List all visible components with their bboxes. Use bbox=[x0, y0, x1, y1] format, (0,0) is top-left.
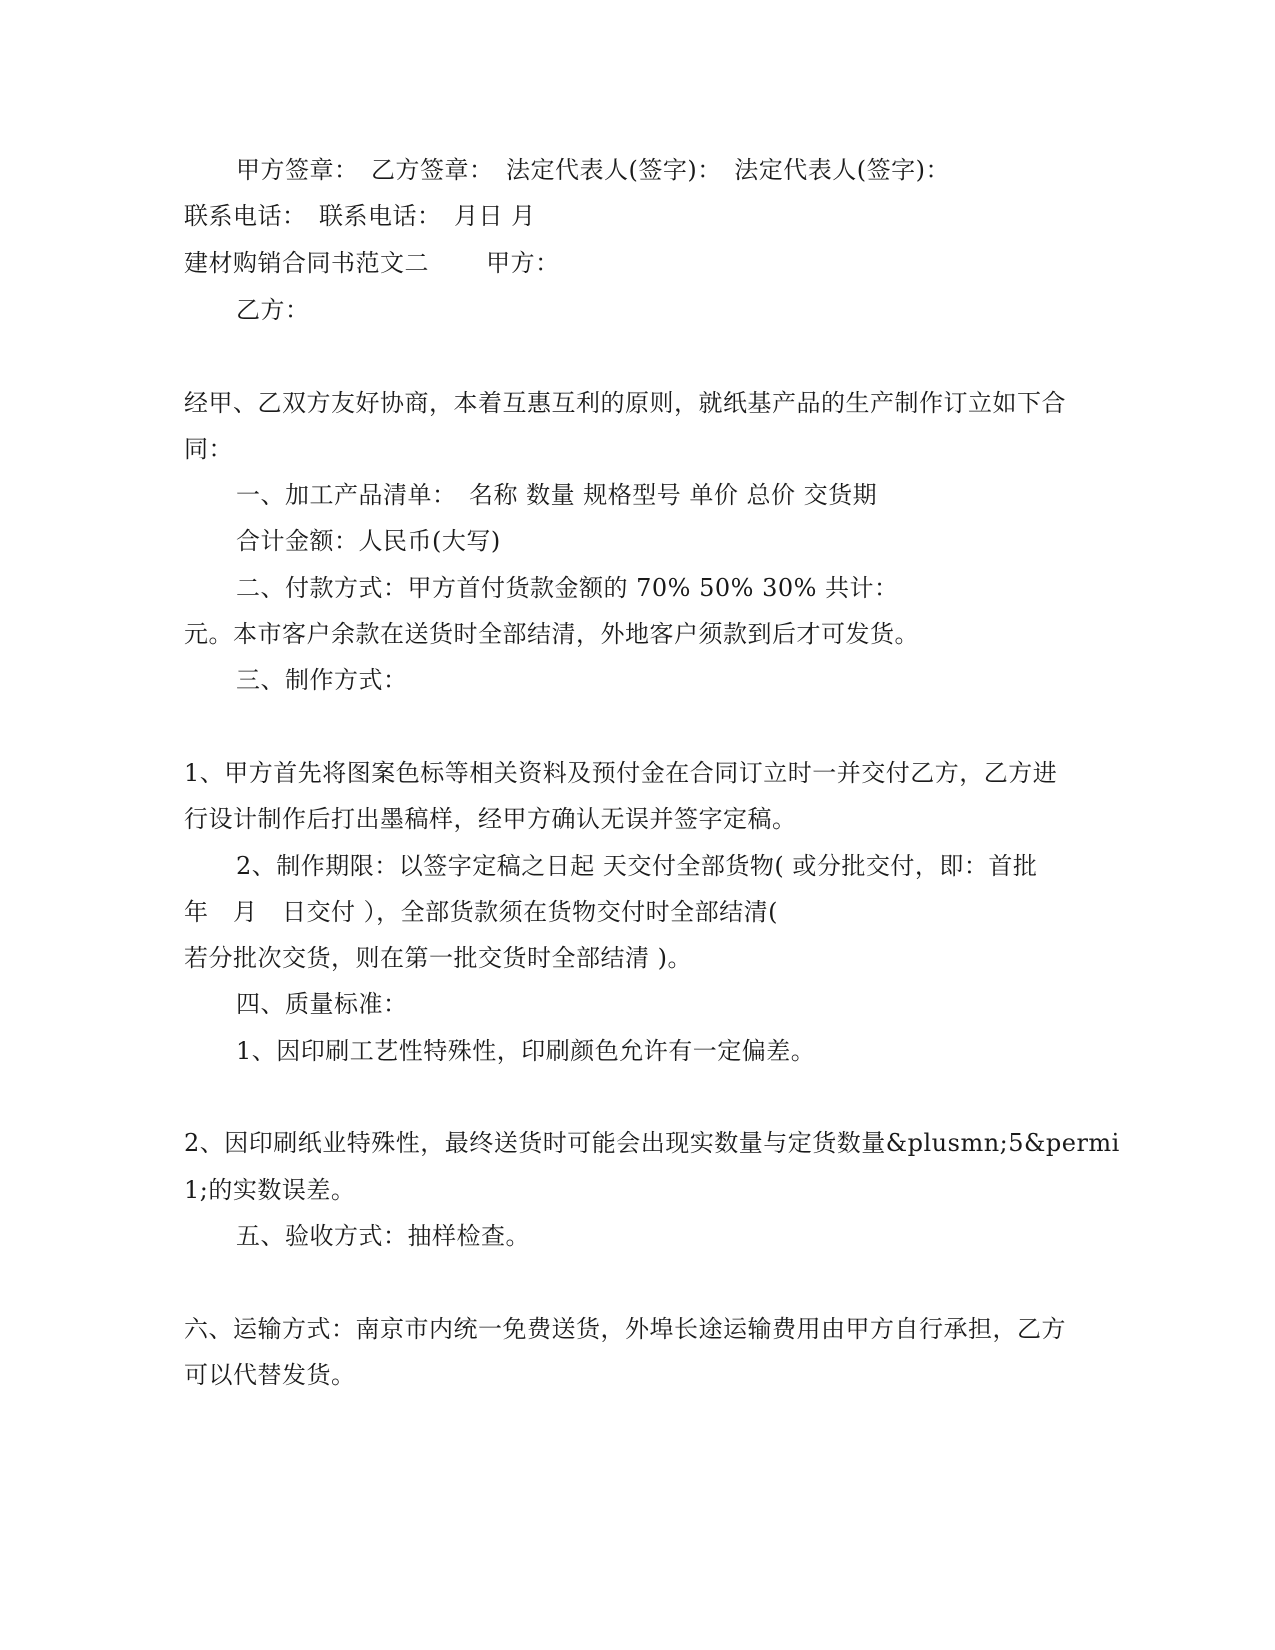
acceptance-method-line: 五、验收方式：抽样检查。 bbox=[236, 1222, 530, 1250]
payment-method-line-2: 元。本市客户余款在送货时全部结清，外地客户须款到后才可发货。 bbox=[184, 620, 919, 648]
intro-paragraph-line-2: 同： bbox=[184, 435, 233, 463]
contact-phone-line: 联系电话： 联系电话： 月日 月 bbox=[184, 202, 536, 230]
contract-title-line: 建材购销合同书范文二 甲方： bbox=[184, 249, 560, 277]
quality-item-1: 1、因印刷工艺性特殊性，印刷颜色允许有一定偏差。 bbox=[236, 1037, 816, 1065]
party-b-line: 乙方： bbox=[236, 296, 310, 324]
production-item-1-line-2: 行设计制作后打出墨稿样，经甲方确认无误并签字定稿。 bbox=[184, 805, 797, 833]
product-list-line: 一、加工产品清单： 名称 数量 规格型号 单价 总价 交货期 bbox=[236, 481, 878, 509]
transport-method-line-1: 六、运输方式：南京市内统一免费送货，外埠长途运输费用由甲方自行承担，乙方 bbox=[184, 1315, 1066, 1343]
production-item-2-line-3: 若分批次交货，则在第一批交货时全部结清 )。 bbox=[184, 944, 692, 972]
production-item-1-line-1: 1、甲方首先将图案色标等相关资料及预付金在合同订立时一并交付乙方，乙方进 bbox=[184, 759, 1058, 787]
production-item-2-line-1: 2、制作期限：以签字定稿之日起 天交付全部货物( 或分批交付，即：首批 bbox=[236, 852, 1038, 880]
quality-item-2-line-1: 2、因印刷纸业特殊性，最终送货时可能会出现实数量与定货数量&plusmn;5&permi bbox=[184, 1129, 1120, 1157]
payment-method-line-1: 二、付款方式：甲方首付货款金额的 70% 50% 30% 共计： bbox=[236, 574, 899, 602]
transport-method-line-2: 可以代替发货。 bbox=[184, 1361, 356, 1389]
quality-standard-heading: 四、质量标准： bbox=[236, 990, 408, 1018]
production-method-heading: 三、制作方式： bbox=[236, 666, 408, 694]
quality-item-2-line-2: 1;的实数误差。 bbox=[184, 1176, 356, 1204]
production-item-2-line-2: 年 月 日交付 ），全部货款须在货物交付时全部结清( bbox=[184, 898, 778, 926]
total-amount-line: 合计金额：人民币(大写) bbox=[236, 527, 501, 555]
intro-paragraph-line-1: 经甲、乙双方友好协商，本着互惠互利的原则，就纸基产品的生产制作订立如下合 bbox=[184, 389, 1066, 417]
signature-line: 甲方签章： 乙方签章： 法定代表人(签字)： 法定代表人(签字)： bbox=[236, 156, 950, 184]
